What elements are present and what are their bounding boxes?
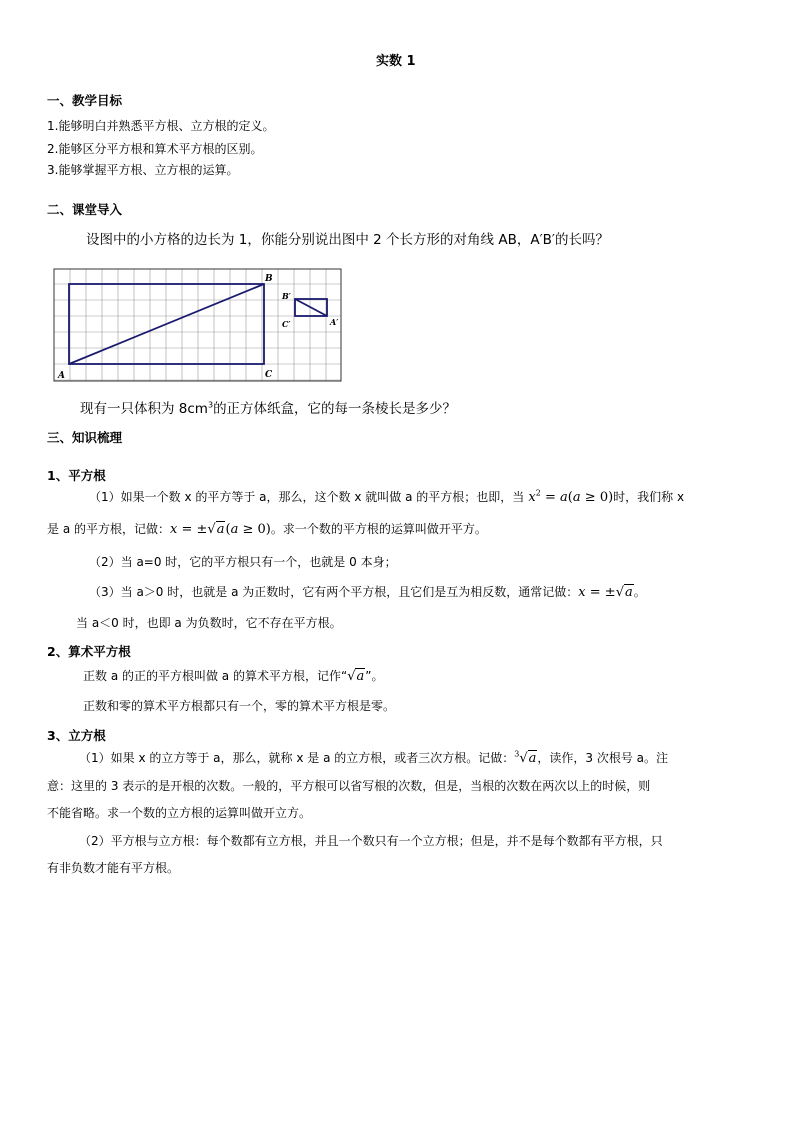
square-root-case-positive: （3）当 a＞0 时，也就是 a 为正数时，它有两个平方根，且它们是互为相反数，通常记做：x = ±√a。: [89, 585, 646, 600]
page-title: 实数 1: [376, 54, 416, 69]
diagonal-ab: [69, 284, 264, 364]
formula-x-eq-pm-sqrt-a: x = ±√a(a ≥ 0): [169, 522, 271, 537]
cube-root-definition-line-2: 意：这里的 3 表示的是开根的次数。一般的，平方根可以省写根的次数，但是，当根的次数在两次以上的时候，则: [47, 779, 651, 793]
square-root-case-zero: （2）当 a=0 时，它的平方根只有一个，也就是 0 本身；: [89, 555, 397, 569]
intro-question-1: 设图中的小方格的边长为 1，你能分别说出图中 2 个长方形的对角线 AB，A′B′的长吗？: [86, 232, 609, 248]
formula-sqrt-a: √a: [347, 669, 365, 684]
cube-root-definition-line-1: （1）如果 x 的立方等于 a，那么，就称 x 是 a 的立方根，或者三次方根。记做：$^3$√a，读作，3 次根号 a。注: [79, 749, 669, 766]
goal-item: 2.能够区分平方根和算术平方根的区别。: [47, 142, 263, 156]
intro-heading: 二、课堂导入: [47, 202, 123, 217]
arith-root-definition: 正数 a 的正的平方根叫做 a 的算术平方根，记作“√a”。: [83, 669, 384, 684]
label-c-prime: C′: [282, 319, 291, 329]
label-a: A: [58, 371, 65, 381]
cube-vs-square-root-line-2: 有非负数才能有平方根。: [47, 861, 180, 875]
square-root-case-negative: 当 a＜0 时，也即 a 为负数时，它不存在平方根。: [76, 616, 342, 630]
cube-vs-square-root-line-1: （2）平方根与立方根：每个数都有立方根，并且一个数只有一个立方根；但是，并不是每个数都有平方根，只: [79, 834, 663, 848]
square-root-definition-line-2: 是 a 的平方根，记做：x = ±√a(a ≥ 0)。求一个数的平方根的运算叫做开平方。: [47, 522, 487, 537]
square-root-heading: 1、平方根: [47, 468, 106, 483]
cube-root-definition-line-3: 不能省略。求一个数的立方根的运算叫做开立方。: [47, 806, 312, 820]
knowledge-heading: 三、知识梳理: [47, 430, 123, 445]
square-root-definition-line-1: （1）如果一个数 x 的平方等于 a，那么，这个数 x 就叫做 a 的平方根；也即，当 $x^2 = a(a \ge 0)$时，我们称 x: [89, 488, 685, 505]
goal-item: 1.能够明白并熟悉平方根、立方根的定义。: [47, 119, 275, 133]
label-a-prime: A′: [330, 317, 339, 327]
label-b-prime: B′: [282, 291, 291, 301]
arith-root-property: 正数和零的算术平方根都只有一个，零的算术平方根是零。: [83, 699, 396, 713]
cube-root-heading: 3、立方根: [47, 728, 106, 743]
arith-root-heading: 2、算术平方根: [47, 644, 131, 659]
label-b: B: [265, 274, 273, 284]
formula-x-squared-eq-a: $x^2 = a(a \ge 0)$: [528, 488, 614, 505]
formula-x-eq-pm-sqrt-a: x = ±√a: [578, 585, 633, 600]
intro-question-2: 现有一只体积为 $8cm^3$的正方体纸盒，它的每一条棱长是多少？: [80, 400, 457, 417]
formula-cube-root-a: $^3$√a: [514, 749, 537, 766]
goals-heading: 一、教学目标: [47, 93, 123, 108]
label-c: C: [265, 370, 273, 380]
rectangles-grid-figure: [50, 266, 344, 384]
goal-item: 3.能够掌握平方根、立方根的运算。: [47, 163, 239, 177]
diagonal-a2b2: [295, 299, 327, 316]
